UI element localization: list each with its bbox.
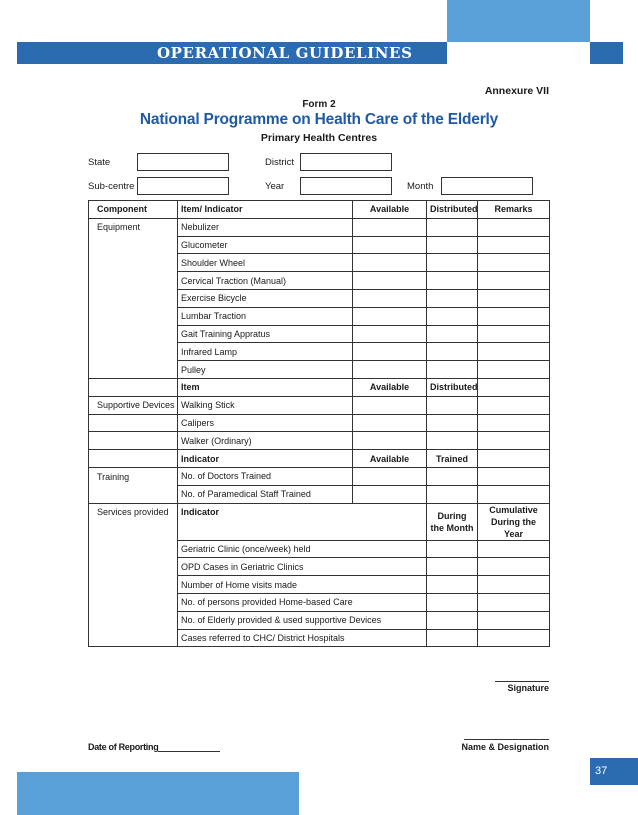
- header-cell: Remarks: [478, 201, 550, 219]
- page-subtitle: Primary Health Centres: [260, 132, 378, 144]
- year-cell[interactable]: [478, 558, 550, 576]
- component-cell-blank: [89, 611, 178, 629]
- bottom-decoration: [17, 772, 299, 815]
- distributed-cell[interactable]: [427, 254, 478, 272]
- banner-title: OPERATIONAL GUIDELINES: [157, 44, 413, 62]
- item-cell: Geriatric Clinic (once/week) held: [178, 540, 427, 558]
- table-row: [89, 467, 550, 485]
- item-cell: Glucometer: [178, 236, 353, 254]
- year-cell[interactable]: [478, 611, 550, 629]
- year-cell[interactable]: [478, 576, 550, 594]
- signature-line: [495, 681, 549, 682]
- table-row: [89, 272, 550, 290]
- month-cell[interactable]: [427, 611, 478, 629]
- subheader-cell: Item: [178, 378, 353, 396]
- available-cell[interactable]: [353, 272, 427, 290]
- page-number: 37: [590, 758, 638, 785]
- component-cell-blank: [89, 361, 178, 379]
- subheader-cell: Cumulative During the Year: [478, 503, 550, 540]
- remarks-cell[interactable]: [478, 485, 550, 503]
- component-cell-blank: [89, 325, 178, 343]
- name-designation-label: Name & Designation: [461, 742, 549, 752]
- year-field[interactable]: [300, 177, 392, 195]
- item-cell: Number of Home visits made: [178, 576, 427, 594]
- month-cell[interactable]: [427, 629, 478, 647]
- header-cell: Available: [353, 201, 427, 219]
- subcentre-field[interactable]: [137, 177, 229, 195]
- top-right-decoration: [447, 0, 590, 42]
- distributed-cell[interactable]: [427, 218, 478, 236]
- table-row: [89, 593, 550, 611]
- component-cell-blank: [89, 629, 178, 647]
- available-cell[interactable]: [353, 361, 427, 379]
- component-cell: Training: [89, 467, 178, 485]
- available-cell[interactable]: [353, 432, 427, 450]
- subheader-cell: During the Month: [427, 503, 478, 540]
- component-cell-blank: [89, 307, 178, 325]
- distributed-cell[interactable]: [427, 414, 478, 432]
- remarks-cell[interactable]: [478, 325, 550, 343]
- table-row: [89, 218, 550, 236]
- available-cell[interactable]: [353, 343, 427, 361]
- available-cell[interactable]: [353, 396, 427, 414]
- month-cell[interactable]: [427, 558, 478, 576]
- available-cell[interactable]: [353, 289, 427, 307]
- subheader-cell: Indicator: [178, 503, 427, 540]
- district-field[interactable]: [300, 153, 392, 171]
- trained-cell[interactable]: [427, 485, 478, 503]
- blank-cell: [478, 450, 550, 468]
- month-field[interactable]: [441, 177, 533, 195]
- signature-label: Signature: [507, 683, 549, 693]
- subheader-cell: Available: [353, 378, 427, 396]
- remarks-cell[interactable]: [478, 432, 550, 450]
- component-cell: Supportive Devices: [89, 396, 178, 414]
- distributed-cell[interactable]: [427, 289, 478, 307]
- table-row: [89, 485, 550, 503]
- report-table: [88, 200, 550, 647]
- remarks-cell[interactable]: [478, 236, 550, 254]
- banner-gap: [447, 42, 590, 64]
- available-cell[interactable]: [353, 325, 427, 343]
- distributed-cell[interactable]: [427, 307, 478, 325]
- table-row: [89, 254, 550, 272]
- component-cell-blank: [89, 485, 178, 503]
- table-row: [89, 432, 550, 450]
- available-cell[interactable]: [353, 218, 427, 236]
- date-of-reporting-label: Date of Reporting: [88, 742, 159, 752]
- available-cell[interactable]: [353, 307, 427, 325]
- header-cell: Item/ Indicator: [178, 201, 353, 219]
- distributed-cell[interactable]: [427, 272, 478, 290]
- year-cell[interactable]: [478, 593, 550, 611]
- item-cell: No. of Doctors Trained: [178, 467, 353, 485]
- remarks-cell[interactable]: [478, 272, 550, 290]
- available-cell[interactable]: [353, 485, 427, 503]
- annexure-label: Annexure VII: [484, 85, 549, 97]
- table-row: [89, 576, 550, 594]
- available-cell[interactable]: [353, 254, 427, 272]
- component-cell-blank: [89, 272, 178, 290]
- table-row: [89, 361, 550, 379]
- remarks-cell[interactable]: [478, 361, 550, 379]
- component-cell-blank: [89, 450, 178, 468]
- item-cell: Walking Stick: [178, 396, 353, 414]
- item-cell: Calipers: [178, 414, 353, 432]
- available-cell[interactable]: [353, 236, 427, 254]
- component-cell: Services provided: [89, 503, 178, 540]
- component-cell-blank: [89, 432, 178, 450]
- item-cell: Gait Training Appratus: [178, 325, 353, 343]
- component-cell-blank: [89, 414, 178, 432]
- remarks-cell[interactable]: [478, 218, 550, 236]
- training-header-row: [89, 450, 550, 468]
- available-cell[interactable]: [353, 414, 427, 432]
- item-cell: Pulley: [178, 361, 353, 379]
- month-cell[interactable]: [427, 593, 478, 611]
- year-cell[interactable]: [478, 629, 550, 647]
- subheader-cell: Available: [353, 450, 427, 468]
- remarks-cell[interactable]: [478, 289, 550, 307]
- table-row: [89, 558, 550, 576]
- component-cell-blank: [89, 378, 178, 396]
- state-label: State: [88, 157, 111, 168]
- table-row: [89, 307, 550, 325]
- distributed-cell[interactable]: [427, 361, 478, 379]
- item-cell: No. of Elderly provided & used supportive Devices: [178, 611, 427, 629]
- services-header-row: [89, 503, 550, 540]
- item-cell: OPD Cases in Geriatric Clinics: [178, 558, 427, 576]
- component-cell-blank: [89, 236, 178, 254]
- table-row: [89, 611, 550, 629]
- item-cell: No. of Paramedical Staff Trained: [178, 485, 353, 503]
- table-row: [89, 540, 550, 558]
- component-cell-blank: [89, 576, 178, 594]
- item-cell: Infrared Lamp: [178, 343, 353, 361]
- distributed-cell[interactable]: [427, 325, 478, 343]
- date-of-reporting-line[interactable]: [158, 751, 220, 752]
- item-cell: Cases referred to CHC/ District Hospitals: [178, 629, 427, 647]
- distributed-cell[interactable]: [427, 343, 478, 361]
- component-cell: Equipment: [89, 218, 178, 236]
- subheader-cell: Indicator: [178, 450, 353, 468]
- distributed-cell[interactable]: [427, 432, 478, 450]
- remarks-cell[interactable]: [478, 343, 550, 361]
- month-label: Month: [407, 181, 434, 192]
- year-label: Year: [265, 181, 285, 192]
- item-cell: Walker (Ordinary): [178, 432, 353, 450]
- remarks-cell[interactable]: [478, 307, 550, 325]
- item-cell: Exercise Bicycle: [178, 289, 353, 307]
- month-cell[interactable]: [427, 576, 478, 594]
- subheader-cell: Trained: [427, 450, 478, 468]
- distributed-cell[interactable]: [427, 236, 478, 254]
- table-row: [89, 325, 550, 343]
- district-label: District: [265, 157, 295, 168]
- component-cell-blank: [89, 558, 178, 576]
- table-row: [89, 289, 550, 307]
- page-title: National Programme on Health Care of the Elderly: [139, 111, 499, 128]
- component-cell-blank: [89, 254, 178, 272]
- item-cell: Lumbar Traction: [178, 307, 353, 325]
- year-cell[interactable]: [478, 540, 550, 558]
- remarks-cell[interactable]: [478, 396, 550, 414]
- subcentre-label: Sub-centre: [88, 181, 135, 192]
- item-cell: Shoulder Wheel: [178, 254, 353, 272]
- trained-cell[interactable]: [427, 467, 478, 485]
- form-number: Form 2: [302, 99, 336, 110]
- remarks-cell[interactable]: [478, 414, 550, 432]
- component-cell-blank: [89, 593, 178, 611]
- remarks-cell[interactable]: [478, 467, 550, 485]
- item-cell: Nebulizer: [178, 218, 353, 236]
- blank-cell: [478, 378, 550, 396]
- item-cell: Cervical Traction (Manual): [178, 272, 353, 290]
- table-row: [89, 414, 550, 432]
- table-header-row: [89, 201, 550, 219]
- available-cell[interactable]: [353, 467, 427, 485]
- subheader-cell: Distributed: [427, 378, 478, 396]
- remarks-cell[interactable]: [478, 254, 550, 272]
- component-cell-blank: [89, 289, 178, 307]
- month-cell[interactable]: [427, 540, 478, 558]
- supportive-header-row: [89, 378, 550, 396]
- table-row: [89, 629, 550, 647]
- header-cell: Distributed: [427, 201, 478, 219]
- table-row: [89, 343, 550, 361]
- state-field[interactable]: [137, 153, 229, 171]
- header-cell: Component: [89, 201, 178, 219]
- distributed-cell[interactable]: [427, 396, 478, 414]
- component-cell-blank: [89, 343, 178, 361]
- component-cell-blank: [89, 540, 178, 558]
- item-cell: No. of persons provided Home-based Care: [178, 593, 427, 611]
- name-designation-line: [464, 739, 549, 740]
- table-row: [89, 396, 550, 414]
- table-row: [89, 236, 550, 254]
